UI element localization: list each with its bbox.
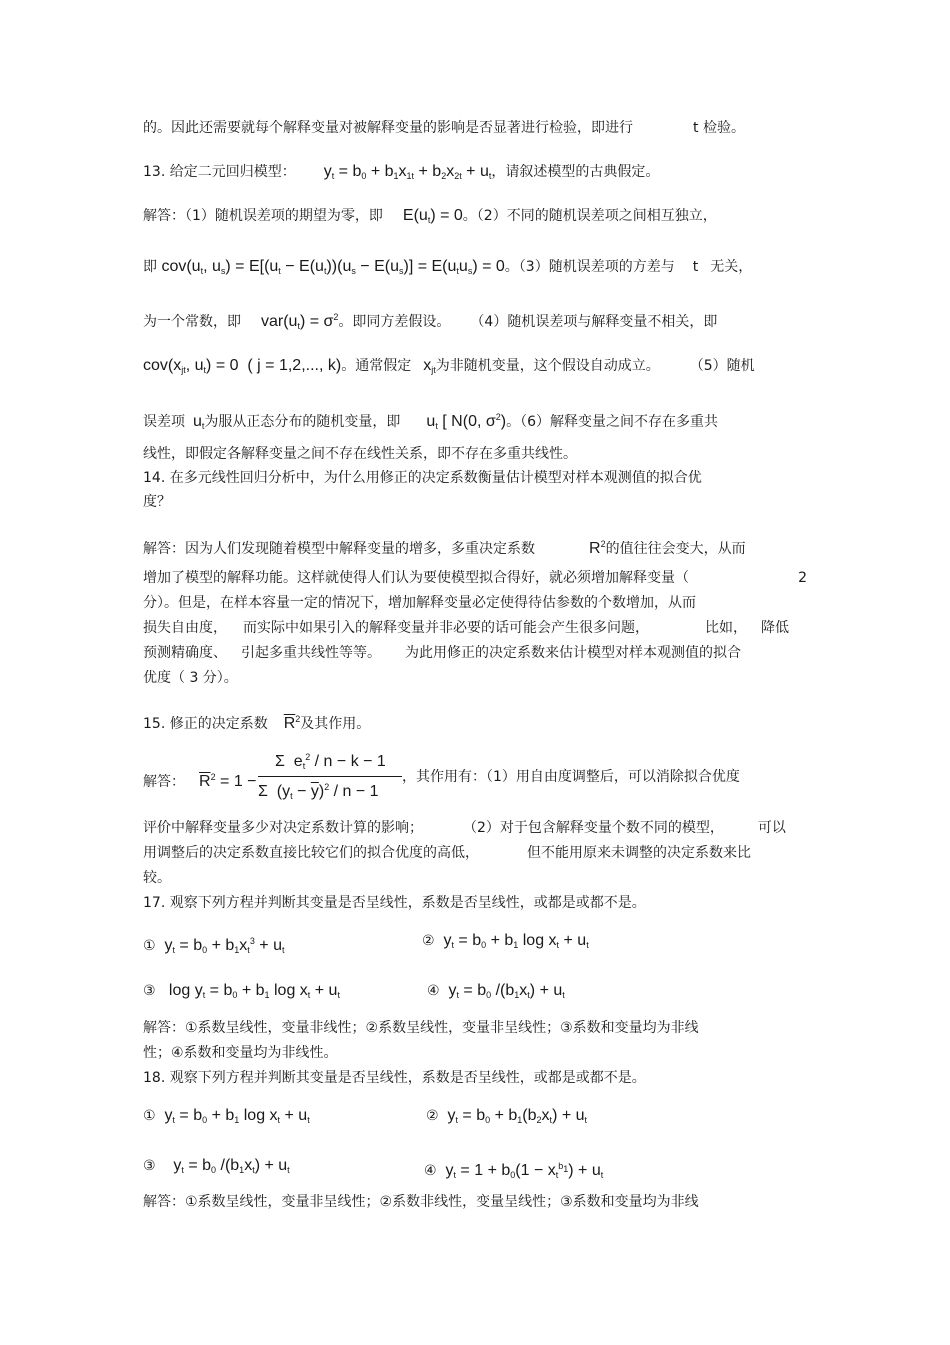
text-segment: 即	[143, 259, 157, 275]
equation: $y_t = b_0 + b_1$ $\log x_t + u_t$	[443, 932, 589, 950]
text-line	[143, 669, 238, 687]
text-line	[143, 819, 786, 837]
formula-model: $y_t = b_0 + b_1x_{1t} + b_2x_{2t} + u_t$	[323, 163, 492, 181]
equation-row	[424, 1157, 603, 1184]
equation-row	[427, 982, 565, 1004]
text-segment: 的值往往会变大，从而	[605, 541, 746, 557]
item-number: ③	[143, 1158, 156, 1174]
text-segment: 的。因此还需要就每个解释变量对被解释变量的影响是否显著进行检验，即进行	[143, 120, 633, 136]
item-number: ②	[422, 933, 435, 949]
answer-text: 解答：	[143, 774, 185, 790]
text-line	[143, 1019, 699, 1037]
text-segment: 。（3）随机误差项的方差与	[504, 259, 675, 275]
text-line	[143, 644, 741, 662]
item-number: ①	[143, 1108, 156, 1124]
formula-u: $u_t$	[193, 413, 205, 431]
text-segment: 。（6）解释变量之间不存在多重共	[506, 414, 718, 430]
formula-normal: $u_t$ [ N(0, $\sigma^2$)	[426, 412, 507, 431]
question-17	[143, 894, 646, 912]
equation: $y_t = b_0 + b_1(b_2x_t) + u_t$	[447, 1107, 588, 1125]
text-segment: ，请叙述模型的古典假定。	[491, 164, 660, 180]
text-segment: 预测精确度、	[143, 645, 227, 661]
formula-x: $x_{jt}$	[423, 357, 436, 375]
text-segment: 优度（ 3 分）。	[143, 670, 238, 686]
item-number: ①	[143, 938, 156, 954]
text-segment: 分）。但是，在样本容量一定的情况下，增加解释变量必定使得待估参数的个数增加，从而	[143, 595, 696, 611]
text-line	[143, 594, 696, 612]
text-segment: 用调整后的决定系数直接比较它们的拟合优度的高低，	[143, 845, 479, 861]
text-segment: 度？	[143, 494, 171, 510]
text-line	[143, 869, 171, 887]
formula-expectation: $E(u_t) = 0$	[402, 207, 463, 225]
text-segment: 为非随机变量，这个假设自动成立。	[435, 358, 660, 374]
answer-text: 解答：（1）随机误差项的期望为零，即	[143, 208, 383, 224]
text-segment: 。即同方差假设。	[338, 314, 451, 330]
text-segment: 可以	[757, 820, 786, 836]
answer-text: 解答：①系数呈线性，变量非线性；②系数呈线性，变量非呈线性；③系数和变量均为非线	[143, 1020, 699, 1036]
text-segment: 降低	[761, 620, 789, 636]
equation: $y_t = b_0$ $/(b_1x_t) + u_t$	[448, 982, 565, 1000]
text-segment: t	[692, 259, 699, 275]
text-line	[143, 1193, 699, 1211]
text-segment: 比如，	[705, 620, 747, 636]
item-number: ④	[427, 983, 440, 999]
equation: $\log y_t = b_0 + b_1$ $\log x_t + u_t$	[168, 982, 340, 1000]
formula-r2-adj: $\overline{R}$	[283, 715, 296, 732]
answer-line	[143, 207, 717, 229]
text-segment: 评价中解释变量多少对决定系数计算的影响；	[143, 820, 423, 836]
formula-r2: $R^2$	[589, 539, 606, 557]
answer-text: 解答：因为人们发现随着模型中解释变量的增多，多重决定系数	[143, 541, 535, 557]
text-line	[143, 119, 745, 137]
item-number: ④	[424, 1163, 437, 1179]
text-segment: 较。	[143, 870, 171, 886]
text-segment: 。通常假定	[341, 358, 412, 374]
text-line	[143, 1044, 338, 1062]
answer-text: 解答：①系数呈线性，变量非呈线性；②系数非线性，变量呈线性；③系数和变量均为非线	[143, 1194, 699, 1210]
text-segment: （2）对于包含解释变量个数不同的模型，	[463, 820, 724, 836]
question-14	[143, 469, 702, 487]
text-segment: 线性，即假定各解释变量之间不存在线性关系，即不存在多重共线性。	[143, 446, 577, 462]
question-text: 17. 观察下列方程并判断其变量是否呈线性，系数是否呈线性，或都是或都不是。	[143, 895, 646, 911]
text-line	[143, 844, 751, 862]
text-segment: 及其作用。	[300, 716, 371, 732]
text-segment: （5）随机	[689, 358, 755, 374]
text-segment: 误差项	[143, 414, 185, 430]
fraction-bar	[258, 776, 402, 777]
answer-line	[143, 357, 755, 379]
fraction-denominator: Σ $(y_t - \overline{y})^2 / n - 1$	[258, 782, 379, 801]
text-line	[143, 619, 789, 637]
question-text: 15. 修正的决定系数	[143, 716, 268, 732]
text-segment: 但不能用原来未调整的决定系数来比	[527, 845, 751, 861]
formula-cov-xu: $cov(x_{jt}$, $u_t) = 0$ ( j = 1,2,..., k)	[143, 357, 342, 375]
answer-line	[143, 408, 718, 435]
text-segment: 增加了模型的解释功能。这样就使得人们认为要使模型拟合得好，就必须增加解释变量（	[143, 570, 689, 586]
equation-row	[143, 982, 340, 1004]
equation-row	[426, 1107, 587, 1129]
text-segment: 而实际中如果引入的解释变量并非必要的话可能会产生很多问题，	[243, 620, 649, 636]
formula-cov: $cov(u_t$, $u_s) = E[(u_t - E(u_t))(u_s - E(u_s)] = E(u_tu_s) = 0$	[161, 258, 505, 276]
text-line	[402, 768, 740, 786]
text-line	[143, 569, 807, 587]
text-segment: t 检验。	[693, 120, 745, 136]
question-18	[143, 1069, 646, 1087]
text-segment: 无关，	[710, 259, 753, 275]
answer-line	[143, 768, 257, 791]
equation-row	[143, 1157, 290, 1179]
equation: $y_t = b_0$ $/(b_1x_t) + u_t$	[173, 1157, 290, 1175]
text-segment: 性；④系数和变量均为非线性。	[143, 1045, 338, 1061]
equation-row	[143, 932, 284, 959]
text-segment: 为一个常数，即	[143, 314, 241, 330]
text-segment: 2	[798, 570, 807, 586]
text-segment: 为服从正态分布的随机变量，即	[204, 414, 401, 430]
text-segment: 。（2）不同的随机误差项之间相互独立，	[462, 208, 717, 224]
answer-line	[143, 258, 752, 280]
question-13	[143, 163, 659, 185]
text-segment: （4）随机误差项与解释变量不相关，即	[470, 314, 718, 330]
question-text: 13. 给定二元回归模型：	[143, 164, 296, 180]
answer-line	[143, 535, 746, 558]
item-number: ②	[426, 1108, 439, 1124]
text-segment: 引起多重共线性等等。	[241, 645, 381, 661]
question-text: 14. 在多元线性回归分析中，为什么用修正的决定系数衡量估计模型对样本观测值的拟合优	[143, 470, 702, 486]
text-line	[143, 493, 171, 511]
formula-r2-adj-lhs: $\overline{R}^2 = 1$ −	[199, 772, 257, 790]
equation: $y_t = b_0 + b_1x_t^3 + u_t$	[164, 936, 285, 955]
equation: $y_t = 1 + b_0(1 - x_t^{b_1}) + u_t$	[445, 1161, 604, 1180]
question-15: 15. 修正的决定系数 $\overline{R}^2$及其作用。	[143, 714, 371, 732]
equation-row	[422, 932, 589, 954]
fraction-numerator: Σ $e_t^2 / n - k - 1$	[275, 752, 386, 771]
item-number: ③	[143, 983, 156, 999]
equation-row	[143, 1107, 310, 1129]
formula-var: $var(u_t) = \sigma^2$	[261, 312, 339, 331]
text-segment: 损失自由度，	[143, 620, 227, 636]
question-text: 18. 观察下列方程并判断其变量是否呈线性，系数是否呈线性，或都是或都不是。	[143, 1070, 646, 1086]
text-line	[143, 445, 577, 463]
equation: $y_t = b_0 + b_1$ $\log x_t + u_t$	[164, 1107, 310, 1125]
answer-line	[143, 308, 717, 335]
text-segment: ，其作用有：（1）用自由度调整后，可以消除拟合优度	[402, 769, 740, 785]
text-segment: 为此用修正的决定系数来估计模型对样本观测值的拟合	[405, 645, 741, 661]
